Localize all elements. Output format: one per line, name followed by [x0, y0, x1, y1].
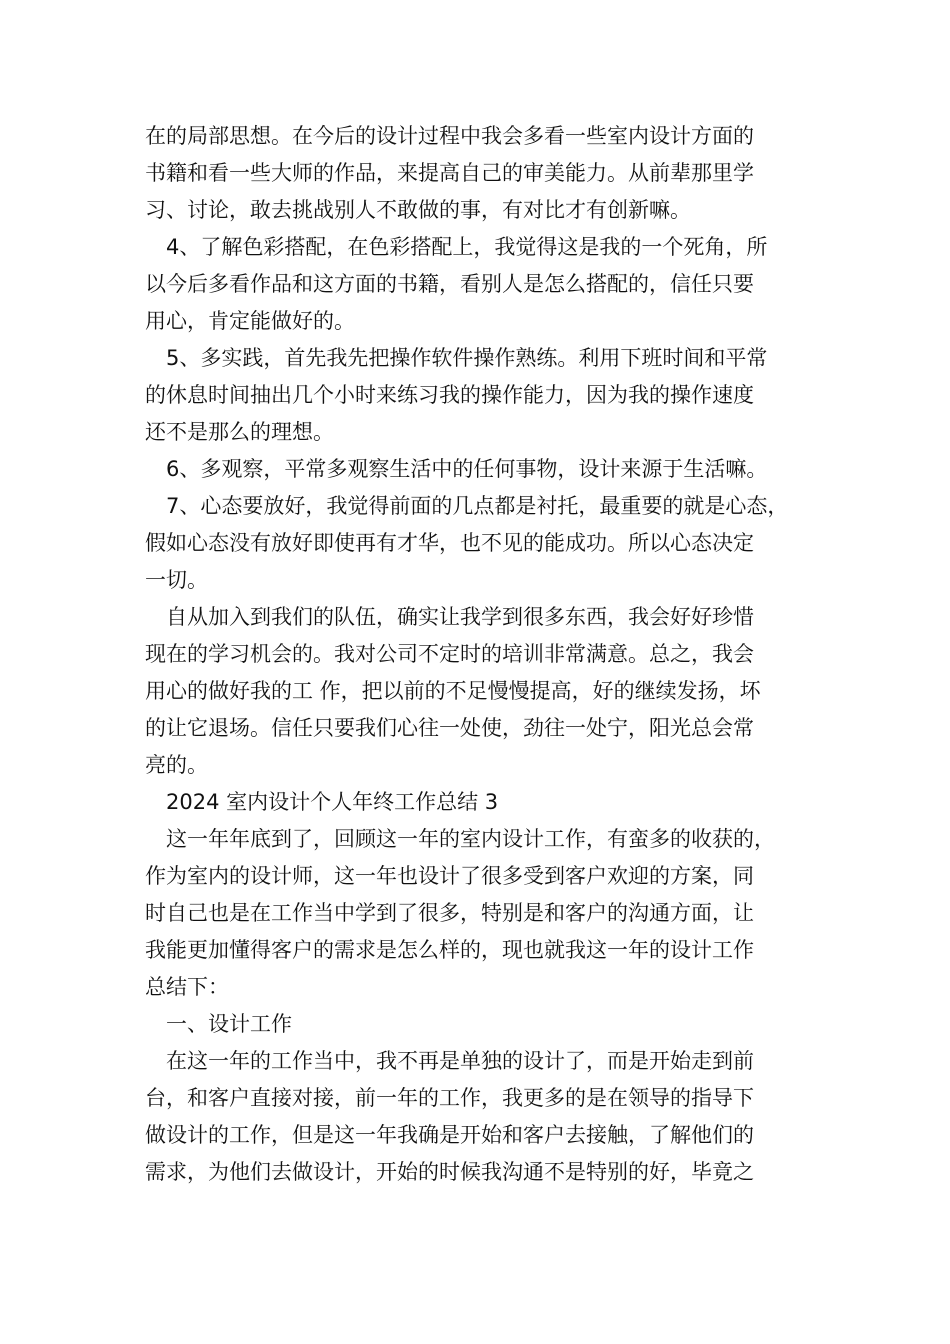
text-line: 台，和客户直接对接，前一年的工作，我更多的是在领导的指导下: [145, 1086, 754, 1110]
text-line: 的让它退场。信任只要我们心往一处使，劲往一处宁，阳光总会常: [145, 716, 754, 740]
text-line: 我能更加懂得客户的需求是怎么样的，现也就我这一年的设计工作: [145, 938, 754, 962]
text-line: 一切。: [145, 568, 208, 592]
text-line: 7、心态要放好，我觉得前面的几点都是衬托，最重要的就是心态，: [166, 494, 789, 518]
text-line: 时自己也是在工作当中学到了很多，特别是和客户的沟通方面，让: [145, 901, 754, 925]
text-line: 4、了解色彩搭配，在色彩搭配上，我觉得这是我的一个死角，所: [166, 235, 768, 259]
section-heading: 2024 室内设计个人年终工作总结 3: [166, 790, 499, 814]
document-body: [145, 118, 835, 1191]
text-line: 现在的学习机会的。我对公司不定时的培训非常满意。总之，我会: [145, 642, 754, 666]
text-line: 假如心态没有放好即使再有才华，也不见的能成功。所以心态决定: [145, 531, 754, 555]
text-line: 书籍和看一些大师的作品，来提高自己的审美能力。从前辈那里学: [145, 161, 754, 185]
text-line: 的休息时间抽出几个小时来练习我的操作能力，因为我的操作速度: [145, 383, 754, 407]
text-line: 6、多观察，平常多观察生活中的任何事物，设计来源于生活嘛。: [166, 457, 768, 481]
text-line: 需求，为他们去做设计，开始的时候我沟通不是特别的好，毕竟之: [145, 1160, 754, 1184]
text-line: 习、讨论，敢去挑战别人不敢做的事，有对比才有创新嘛。: [145, 198, 691, 222]
text-line: 亮的。: [145, 753, 208, 777]
text-line: 用心，肯定能做好的。: [145, 309, 355, 333]
text-line: 以今后多看作品和这方面的书籍，看别人是怎么搭配的，信任只要: [145, 272, 754, 296]
text-line: 自从加入到我们的队伍，确实让我学到很多东西，我会好好珍惜: [166, 605, 754, 629]
text-line: 作为室内的设计师，这一年也设计了很多受到客户欢迎的方案，同: [145, 864, 754, 888]
subsection-heading: 一、设计工作: [166, 1012, 292, 1036]
text-line: 还不是那么的理想。: [145, 420, 334, 444]
text-line: 在的局部思想。在今后的设计过程中我会多看一些室内设计方面的: [145, 124, 754, 148]
text-line: 5、多实践，首先我先把操作软件操作熟练。利用下班时间和平常: [166, 346, 768, 370]
text-line: 这一年年底到了，回顾这一年的室内设计工作，有蛮多的收获的，: [166, 827, 775, 851]
text-line: 做设计的工作，但是这一年我确是开始和客户去接触，了解他们的: [145, 1123, 754, 1147]
text-line: 用心的做好我的工 作，把以前的不足慢慢提高，好的继续发扬，坏: [145, 679, 761, 703]
text-line: 在这一年的工作当中，我不再是单独的设计了，而是开始走到前: [166, 1049, 754, 1073]
text-line: 总结下：: [145, 975, 229, 999]
